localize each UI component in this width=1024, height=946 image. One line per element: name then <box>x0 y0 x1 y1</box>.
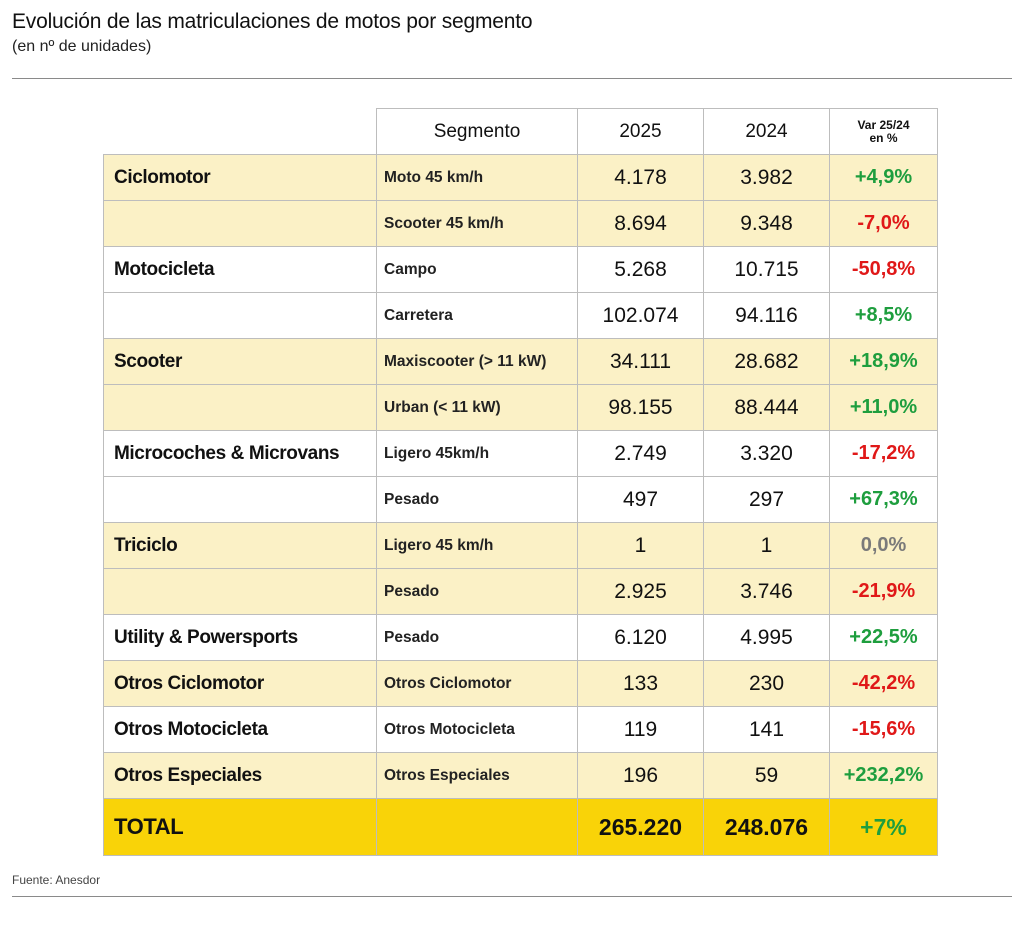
value-2024-cell: 94.116 <box>704 293 830 339</box>
table-row <box>104 661 938 707</box>
header-row <box>104 109 938 155</box>
value-2025-cell: 133 <box>578 661 704 707</box>
top-divider <box>12 78 1012 79</box>
segment-cell: Pesado <box>377 569 578 615</box>
category-cell: Ciclomotor <box>104 155 377 201</box>
variation-cell: -15,6% <box>830 707 938 753</box>
value-2024-cell: 297 <box>704 477 830 523</box>
segment-cell: Urban (< 11 kW) <box>377 385 578 431</box>
value-2024-cell: 88.444 <box>704 385 830 431</box>
variation-cell: -7,0% <box>830 201 938 247</box>
value-2024-cell: 3.320 <box>704 431 830 477</box>
variation-cell: -21,9% <box>830 569 938 615</box>
variation-cell: +232,2% <box>830 753 938 799</box>
category-cell: Utility & Powersports <box>104 615 377 661</box>
total-variation-cell: +7% <box>830 799 938 856</box>
source-note: Fuente: Anesdor <box>12 873 101 887</box>
value-2025-cell: 6.120 <box>578 615 704 661</box>
total-2024-cell: 248.076 <box>704 799 830 856</box>
variation-cell: -17,2% <box>830 431 938 477</box>
category-cell: Triciclo <box>104 523 377 569</box>
registrations-table <box>103 108 938 856</box>
table-row <box>104 431 938 477</box>
value-2025-cell: 5.268 <box>578 247 704 293</box>
value-2024-cell: 1 <box>704 523 830 569</box>
table-row <box>104 707 938 753</box>
table-body <box>104 155 938 856</box>
chart-subtitle: (en nº de unidades) <box>12 38 152 55</box>
variation-cell: -42,2% <box>830 661 938 707</box>
value-2025-cell: 2.925 <box>578 569 704 615</box>
value-2025-cell: 497 <box>578 477 704 523</box>
value-2024-cell: 3.982 <box>704 155 830 201</box>
category-cell <box>104 293 377 339</box>
total-segment-cell <box>377 799 578 856</box>
chart-title: Evolución de las matriculaciones de motos por segmento <box>12 10 533 33</box>
segment-cell: Pesado <box>377 477 578 523</box>
segment-cell: Pesado <box>377 615 578 661</box>
value-2025-cell: 196 <box>578 753 704 799</box>
segment-cell: Scooter 45 km/h <box>377 201 578 247</box>
category-cell <box>104 201 377 247</box>
variation-cell: +8,5% <box>830 293 938 339</box>
header-segment: Segmento <box>377 109 578 155</box>
category-cell: Otros Ciclomotor <box>104 661 377 707</box>
table-row <box>104 339 938 385</box>
header-variation <box>830 109 938 155</box>
value-2024-cell: 141 <box>704 707 830 753</box>
variation-cell: +4,9% <box>830 155 938 201</box>
category-cell: Otros Motocicleta <box>104 707 377 753</box>
header-variation-line1: Var 25/24 <box>857 117 910 132</box>
value-2025-cell: 34.111 <box>578 339 704 385</box>
variation-cell: +11,0% <box>830 385 938 431</box>
segment-cell: Carretera <box>377 293 578 339</box>
table-row <box>104 753 938 799</box>
category-cell: Otros Especiales <box>104 753 377 799</box>
value-2024-cell: 10.715 <box>704 247 830 293</box>
table-row <box>104 293 938 339</box>
table-row <box>104 569 938 615</box>
value-2025-cell: 2.749 <box>578 431 704 477</box>
table-row <box>104 385 938 431</box>
value-2024-cell: 59 <box>704 753 830 799</box>
value-2025-cell: 102.074 <box>578 293 704 339</box>
category-cell: Motocicleta <box>104 247 377 293</box>
table-row <box>104 247 938 293</box>
value-2024-cell: 230 <box>704 661 830 707</box>
variation-cell: 0,0% <box>830 523 938 569</box>
category-cell <box>104 477 377 523</box>
value-2025-cell: 4.178 <box>578 155 704 201</box>
segment-cell: Ligero 45km/h <box>377 431 578 477</box>
value-2025-cell: 1 <box>578 523 704 569</box>
total-row <box>104 799 938 856</box>
table-row <box>104 523 938 569</box>
table-row <box>104 201 938 247</box>
table-row <box>104 477 938 523</box>
category-cell: Scooter <box>104 339 377 385</box>
header-variation-line2: en % <box>869 130 898 145</box>
total-2025-cell: 265.220 <box>578 799 704 856</box>
variation-cell: +18,9% <box>830 339 938 385</box>
segment-cell: Otros Ciclomotor <box>377 661 578 707</box>
category-cell <box>104 569 377 615</box>
value-2024-cell: 9.348 <box>704 201 830 247</box>
segment-cell: Moto 45 km/h <box>377 155 578 201</box>
table-row <box>104 155 938 201</box>
value-2025-cell: 8.694 <box>578 201 704 247</box>
value-2025-cell: 98.155 <box>578 385 704 431</box>
segment-cell: Otros Especiales <box>377 753 578 799</box>
segment-cell: Maxiscooter (> 11 kW) <box>377 339 578 385</box>
header-category <box>104 109 377 155</box>
segment-cell: Ligero 45 km/h <box>377 523 578 569</box>
bottom-divider <box>12 896 1012 897</box>
segment-cell: Otros Motocicleta <box>377 707 578 753</box>
header-2024: 2024 <box>704 109 830 155</box>
segment-cell: Campo <box>377 247 578 293</box>
category-cell <box>104 385 377 431</box>
variation-cell: +22,5% <box>830 615 938 661</box>
total-label-cell: TOTAL <box>104 799 377 856</box>
value-2024-cell: 3.746 <box>704 569 830 615</box>
category-cell: Microcoches & Microvans <box>104 431 377 477</box>
header-2025: 2025 <box>578 109 704 155</box>
table-row <box>104 615 938 661</box>
variation-cell: -50,8% <box>830 247 938 293</box>
value-2024-cell: 4.995 <box>704 615 830 661</box>
value-2024-cell: 28.682 <box>704 339 830 385</box>
variation-cell: +67,3% <box>830 477 938 523</box>
value-2025-cell: 119 <box>578 707 704 753</box>
